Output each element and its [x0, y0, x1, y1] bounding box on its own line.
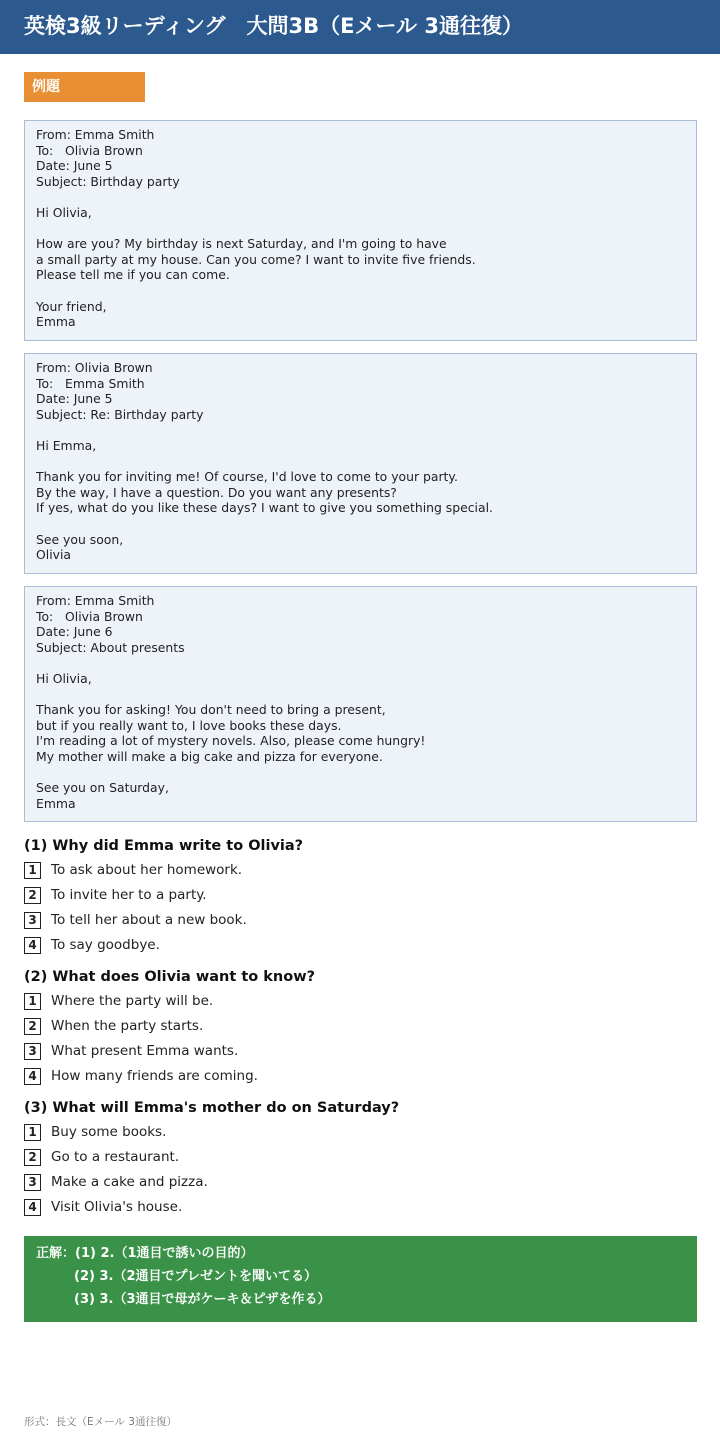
choice-number: 3 — [24, 1043, 41, 1060]
email-2 — [24, 353, 697, 574]
choice-text: Make a cake and pizza. — [51, 1174, 208, 1190]
choice-number: 1 — [24, 862, 41, 879]
answer-line-2: (2) 3.（2通目でプレゼントを聞いてる） — [74, 1269, 317, 1284]
email-line: See you soon, — [36, 531, 124, 547]
question-1-choice-4[interactable] — [24, 936, 160, 954]
email-line: How are you? My birthday is next Saturday, and I'm going to have — [36, 236, 447, 252]
email-blank-line — [36, 283, 685, 299]
footer-format-note: 形式：長文（Eメール 3通往復） — [24, 1416, 177, 1428]
question-3-choice-3[interactable] — [24, 1173, 208, 1191]
email-line: To: Olivia Brown — [36, 608, 143, 624]
email-line: Date: June 6 — [36, 624, 113, 640]
question-3-choice-4[interactable] — [24, 1198, 182, 1216]
email-line: Emma — [36, 795, 76, 811]
email-blank-line — [36, 189, 685, 205]
page-title: 英検3級リーディング 大問3B（Eメール 3通往復） — [0, 0, 720, 54]
question-3-choice-2[interactable] — [24, 1148, 179, 1166]
email-blank-line — [36, 516, 685, 532]
question-3: (3) What will Emma's mother do on Saturday? — [24, 1100, 400, 1116]
question-2-choice-1[interactable] — [24, 992, 213, 1010]
email-line: Thank you for inviting me! Of course, I'd love to come to your party. — [36, 469, 458, 485]
example-label: 例題 — [24, 72, 145, 102]
question-1-choice-3[interactable] — [24, 911, 247, 929]
choice-number: 4 — [24, 1068, 41, 1085]
choice-number: 2 — [24, 1149, 41, 1166]
email-line: a small party at my house. Can you come? I want to invite five friends. — [36, 251, 476, 267]
email-line: To: Olivia Brown — [36, 142, 143, 158]
email-line: Date: June 5 — [36, 158, 113, 174]
question-2-choice-4[interactable] — [24, 1067, 258, 1085]
email-blank-line — [36, 422, 685, 438]
question-2: (2) What does Olivia want to know? — [24, 969, 316, 985]
email-3 — [24, 586, 697, 822]
choice-text: When the party starts. — [51, 1018, 204, 1034]
choice-number: 2 — [24, 1018, 41, 1035]
email-line: By the way, I have a question. Do you want any presents? — [36, 484, 397, 500]
email-line: See you on Saturday, — [36, 780, 169, 796]
email-line: Hi Olivia, — [36, 670, 92, 686]
question-3-choice-1[interactable] — [24, 1123, 166, 1141]
choice-text: Go to a restaurant. — [51, 1149, 180, 1165]
choice-text: What present Emma wants. — [51, 1043, 239, 1059]
email-line: but if you really want to, I love books these days. — [36, 717, 342, 733]
question-1: (1) Why did Emma write to Olivia? — [24, 838, 304, 854]
choice-text: To ask about her homework. — [51, 862, 243, 878]
choice-text: How many friends are coming. — [51, 1068, 258, 1084]
question-2-choice-3[interactable] — [24, 1042, 238, 1060]
email-line: From: Emma Smith — [36, 127, 155, 142]
choice-text: Visit Olivia's house. — [51, 1199, 183, 1215]
answer-line-1: 正解：(1) 2.（1通目で誘いの目的） — [36, 1246, 254, 1261]
choice-number: 1 — [24, 993, 41, 1010]
choice-number: 2 — [24, 887, 41, 904]
choice-text: To tell her about a new book. — [51, 912, 247, 928]
choice-text: Where the party will be. — [51, 993, 214, 1009]
email-1 — [24, 120, 697, 341]
email-line: Hi Olivia, — [36, 204, 92, 220]
email-line: Subject: Birthday party — [36, 173, 180, 189]
email-line: My mother will make a big cake and pizza for everyone. — [36, 748, 383, 764]
email-line: Your friend, — [36, 298, 107, 314]
choice-text: To invite her to a party. — [51, 887, 207, 903]
email-line: Thank you for asking! You don't need to bring a present, — [36, 702, 386, 718]
email-line: If yes, what do you like these days? I want to give you something special. — [36, 500, 493, 516]
email-line: Hi Emma, — [36, 437, 97, 453]
answer-line-3: (3) 3.（3通目で母がケーキ＆ピザを作る） — [74, 1292, 331, 1307]
email-line: Date: June 5 — [36, 391, 113, 407]
answer-box — [24, 1236, 697, 1322]
choice-number: 4 — [24, 937, 41, 954]
choice-number: 1 — [24, 1124, 41, 1141]
email-line: Subject: About presents — [36, 639, 185, 655]
email-line: Olivia — [36, 547, 72, 563]
email-line: Emma — [36, 314, 76, 330]
email-line: Please tell me if you can come. — [36, 267, 230, 283]
email-blank-line — [36, 221, 685, 237]
email-line: To: Emma Smith — [36, 375, 145, 391]
choice-number: 3 — [24, 912, 41, 929]
question-2-choice-2[interactable] — [24, 1017, 203, 1035]
choice-number: 4 — [24, 1199, 41, 1216]
email-line: Subject: Re: Birthday party — [36, 406, 204, 422]
email-blank-line — [36, 765, 685, 781]
question-1-choice-1[interactable] — [24, 861, 242, 879]
email-line: From: Olivia Brown — [36, 360, 153, 375]
choice-text: Buy some books. — [51, 1124, 167, 1140]
email-blank-line — [36, 454, 685, 470]
email-line: From: Emma Smith — [36, 593, 155, 608]
choice-text: To say goodbye. — [51, 937, 160, 953]
choice-number: 3 — [24, 1174, 41, 1191]
email-line: I'm reading a lot of mystery novels. Also, please come hungry! — [36, 733, 426, 749]
email-blank-line — [36, 655, 685, 671]
email-blank-line — [36, 687, 685, 703]
question-1-choice-2[interactable] — [24, 886, 207, 904]
